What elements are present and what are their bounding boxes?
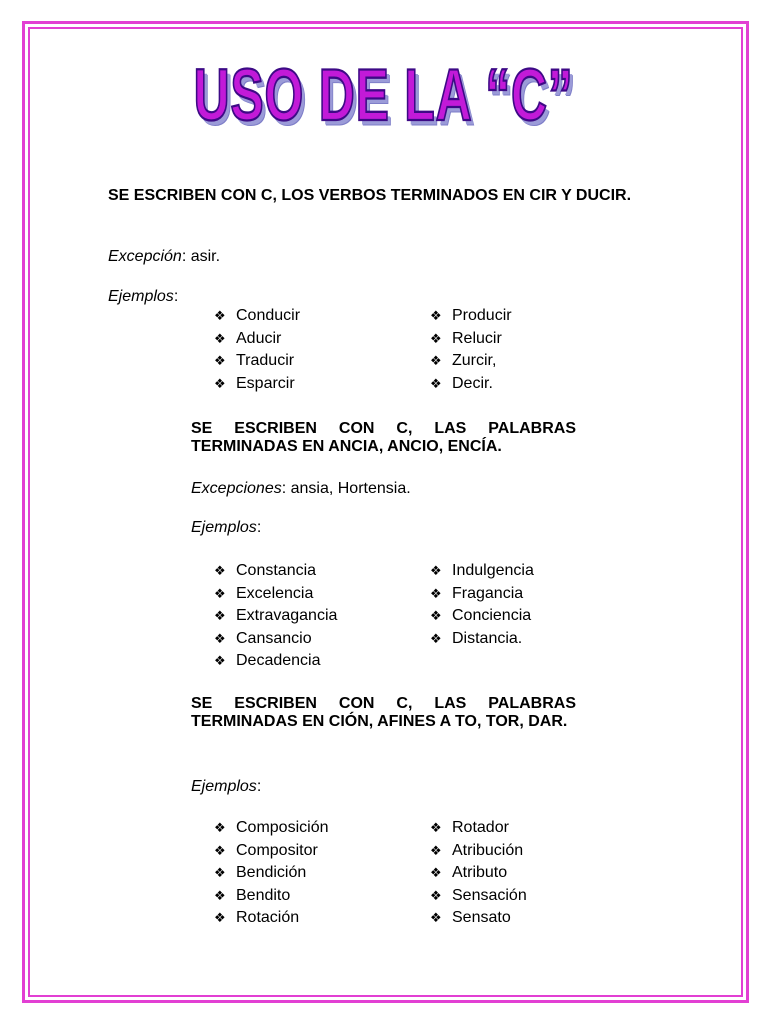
diamond-bullet-icon: ❖ [214,887,226,903]
diamond-bullet-icon: ❖ [214,653,226,668]
diamond-bullet-icon: ❖ [430,308,442,323]
list-item [214,650,337,673]
diamond-bullet-icon: ❖ [214,375,226,391]
section-1-list-left [214,305,300,395]
list-item [430,628,534,651]
section-2-examples-label [191,519,261,537]
list-item [214,862,328,885]
list-item [430,305,512,328]
list-item-text: Constancia [236,562,317,579]
list-item [214,583,337,606]
list-item-text: Rotador [452,819,509,836]
exception-label: Excepción [108,248,182,265]
list-item [214,840,328,863]
diamond-bullet-icon: ❖ [430,375,442,391]
diamond-bullet-icon: ❖ [214,563,226,578]
list-item [430,840,527,863]
list-item [430,605,534,628]
section-1-list-right [430,305,512,395]
list-item [214,628,337,651]
diamond-bullet-icon: ❖ [430,842,442,858]
list-item [430,817,527,840]
diamond-bullet-icon: ❖ [214,820,226,835]
list-item-text: Sensato [452,909,511,926]
diamond-bullet-icon: ❖ [214,330,226,346]
list-item-text: Fragancia [452,584,524,602]
diamond-bullet-icon: ❖ [214,353,226,368]
diamond-bullet-icon: ❖ [430,865,442,880]
list-item-text: Indulgencia [452,562,534,579]
section-2-list-left [214,560,337,673]
list-item-text: Cansancio [236,629,312,647]
exception-text: : ansia, Hortensia. [281,480,411,497]
list-item-text: Aducir [236,329,282,347]
list-item [214,605,337,628]
list-item [430,328,512,351]
list-item-text: Sensación [452,886,527,904]
section-1-heading: SE ESCRIBEN CON C, LOS VERBOS TERMINADOS EN CIR Y DUCIR. [108,187,632,204]
examples-suffix: : [256,778,262,795]
examples-suffix: : [256,519,262,536]
list-item [430,862,527,885]
list-item-text: Excelencia [236,584,314,602]
page-border-inner [28,27,743,997]
list-item [214,885,328,908]
section-2-list-right [430,560,534,650]
list-item-text: Conducir [236,307,301,324]
diamond-bullet-icon: ❖ [430,585,442,601]
diamond-bullet-icon: ❖ [430,820,442,835]
list-item-text: Atribución [452,841,524,859]
title-container [0,52,768,136]
section-2-heading: SE ESCRIBEN CON C, LAS PALABRAS TERMINADAS EN ANCIA, ANCIO, ENCÍA. [191,420,576,455]
diamond-bullet-icon: ❖ [430,353,442,368]
list-item-text: Composición [236,819,329,836]
diamond-bullet-icon: ❖ [214,608,226,623]
section-3-examples-label [191,778,261,796]
list-item [214,560,337,583]
list-item [430,885,527,908]
exception-text: : asir. [181,248,221,265]
diamond-bullet-icon: ❖ [430,630,442,646]
list-item [430,583,534,606]
section-3-list-left [214,817,328,930]
examples-label: Ejemplos [191,519,257,536]
list-item [430,373,512,396]
diamond-bullet-icon: ❖ [430,887,442,903]
list-item [214,328,300,351]
section-3-heading: SE ESCRIBEN CON C, LAS PALABRAS TERMINADAS EN CIÓN, AFINES A TO, TOR, DAR. [191,695,576,730]
diamond-bullet-icon: ❖ [430,330,442,346]
section-1-exception [108,248,220,266]
list-item-text: Conciencia [452,607,532,624]
list-item-text: Extravagancia [236,607,338,624]
list-item [214,350,300,373]
list-item-text: Decir. [452,374,493,392]
list-item-text: Compositor [236,841,318,859]
diamond-bullet-icon: ❖ [214,585,226,601]
list-item-text: Decadencia [236,652,321,669]
list-item-text: Bendición [236,864,307,881]
list-item [430,350,512,373]
diamond-bullet-icon: ❖ [430,563,442,578]
list-item-text: Traducir [236,352,295,369]
examples-label: Ejemplos [108,288,174,305]
list-item [214,907,328,930]
diamond-bullet-icon: ❖ [214,842,226,858]
diamond-bullet-icon: ❖ [430,608,442,623]
diamond-bullet-icon: ❖ [214,308,226,323]
list-item [214,817,328,840]
list-item-text: Distancia. [452,629,523,647]
list-item [430,560,534,583]
list-item-text: Atributo [452,864,508,881]
exception-label: Excepciones [191,480,282,497]
section-2-exception [191,480,411,498]
list-item-text: Producir [452,307,512,324]
list-item-text: Rotación [236,909,300,926]
list-item [214,373,300,396]
section-1-examples-label [108,288,178,306]
examples-label: Ejemplos [191,778,257,795]
list-item-text: Relucir [452,329,502,347]
page-title: USO DE LA “C” [194,53,574,136]
diamond-bullet-icon: ❖ [214,865,226,880]
list-item [430,907,527,930]
section-3-list-right [430,817,527,930]
list-item-text: Esparcir [236,374,295,392]
list-item-text: Zurcir, [452,352,497,369]
diamond-bullet-icon: ❖ [214,910,226,925]
list-item [214,305,300,328]
list-item-text: Bendito [236,886,291,904]
diamond-bullet-icon: ❖ [214,630,226,646]
examples-suffix: : [173,288,179,305]
diamond-bullet-icon: ❖ [430,910,442,925]
